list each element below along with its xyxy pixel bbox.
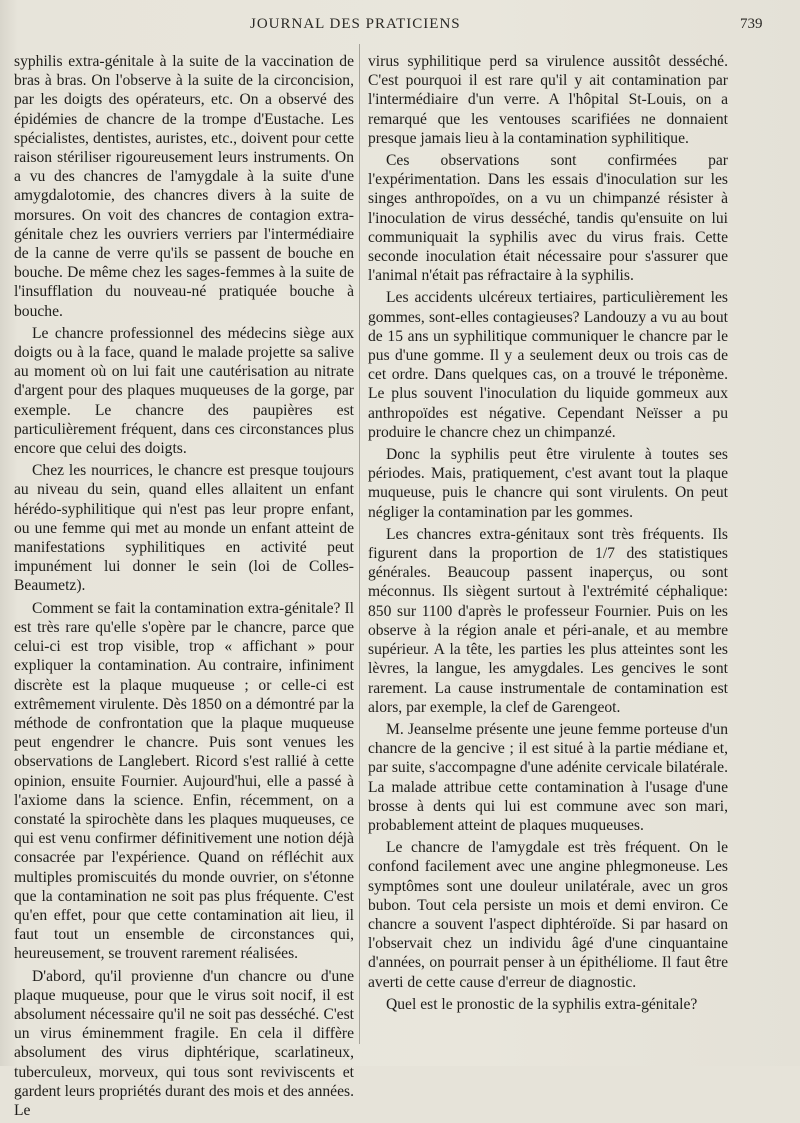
- paragraph: syphilis extra-génitale à la suite de la vaccination de bras à bras. On l'observe à la suite de la circoncision, par les doigts des opérateurs, etc. On a observé des épidémies de chancre de la trompe d'Eustache. Les spécialistes, dentistes, auristes, etc., doivent pour cette raison stériliser rigoureusement leurs instruments. On a vu des chancres de l'amygdale à la suite d'une amygdalotomie, des chancres divers à la suite de morsures. On voit des chancres de contagion extra-génitale chez les ouvriers verriers par l'intermédiaire de la canne de verre qu'ils se passent de bouche en bouche. De même chez les sages-femmes à la suite de l'insufflation du nouveau-né pratiquée bouche à bouche.: [14, 53, 354, 320]
- left-column: [14, 52, 354, 1123]
- paragraph: Comment se fait la contamination extra-génitale? Il est très rare qu'elle s'opère par le chancre, parce que celui-ci est trop visible, trop « affichant » pour expliquer la contamination. Au contraire, infiniment discrète est la plaque muqueuse ; or celle-ci est extrêmement virulente. Dès 1850 on a démontré par la méthode de confrontation que la plaque muqueuse peut engendrer le chancre. Puis sont venues les observations de Langlebert. Ricord s'est rallié à cette opinion, ensuite Fournier. Aujourd'hui, elle a passé à l'axiome dans la science. Enfin, récemment, on a constaté la spirochète dans les plaques muqueuses, ce qui est venu confirmer définitivement une notion déjà consacrée par l'expérience. Quand on réfléchit aux multiples promiscuités du monde ouvrier, on s'étonne que la contamination ne soit pas plus fréquente. C'est qu'en effet, pour que cette contamination ait lieu, il faut tout un ensemble de circonstances qui, heureusement, se trouvent rarement réalisées.: [14, 599, 354, 963]
- page-header: [0, 14, 800, 38]
- paragraph: M. Jeanselme présente une jeune femme porteuse d'un chancre de la gencive ; il est situé à la partie médiane et, par suite, s'accompagne d'une adénite cervicale bilatérale. La malade attribue cette contamination à l'usage d'une brosse à dents qui lui est commune avec son mari, probablement atteint de plaques muqueuses.: [368, 720, 728, 834]
- right-column: [368, 52, 728, 1017]
- paragraph: Donc la syphilis peut être virulente à toutes ses périodes. Mais, pratiquement, c'est avant tout la plaque muqueuse, puis le chancre qui sont virulents. On peut négliger la contamination par les gommes.: [368, 446, 728, 521]
- paragraph: Le chancre professionnel des médecins siège aux doigts ou à la face, quand le malade projette sa salive au moment où on lui fait une cautérisation au nitrate d'argent pour des plaques muqueuses de la gorge, par exemple. Le chancre des paupières est particulièrement fréquent, dans ces circonstances plus encore que celui des doigts.: [14, 324, 354, 458]
- paragraph: virus syphilitique perd sa virulence aussitôt desséché. C'est pourquoi il est rare qu'il y ait contamination par l'intermédiaire d'un verre. A l'hôpital St-Louis, on a remarqué que les ventouses scarifiées ne donnaient presque jamais lieu à la contamination syphilitique.: [368, 53, 728, 147]
- paragraph: Chez les nourrices, le chancre est presque toujours au niveau du sein, quand elles allaitent un enfant hérédo-syphilitique qui n'est pas leur propre enfant, ou une femme qui met au monde un enfant atteint de manifestations syphilitiques en activité peut impunément lui donner le sein (loi de Colles-Beaumetz).: [14, 462, 354, 595]
- page-number: 739: [740, 16, 763, 32]
- journal-title: JOURNAL DES PRATICIENS: [250, 16, 461, 32]
- paragraph: Ces observations sont confirmées par l'expérimentation. Dans les essais d'inoculation sur les singes anthropoïdes, on a vu un chimpanzé résister à l'inoculation de virus desséché, tandis qu'ensuite on lui communiquait la syphilis avec du virus frais. Cette seconde inoculation était nécessaire pour s'assurer que l'animal n'était pas réfractaire à la syphilis.: [368, 152, 728, 285]
- paragraph: Les accidents ulcéreux tertiaires, particulièrement les gommes, sont-elles contagieuses? Landouzy a vu au bout de 15 ans un syphilitique communiquer le chancre par le pus d'une gomme. Il y a seulement deux ou trois cas de cet ordre. Dans quelques cas, on a trouvé le tréponème. Le plus souvent l'inoculation du liquide gommeux aux anthropoïdes est négative. Cependant Neïsser a pu produire le chancre chez un chimpanzé.: [368, 289, 728, 441]
- paragraph: Le chancre de l'amygdale est très fréquent. On le confond facilement avec une angine phlegmoneuse. Les symptômes sont une douleur unilatérale, avec un gros bubon. Tout cela persiste un mois et demi environ. Ce chancre a souvent l'aspect diphtéroïde. Si par hasard on l'observait chez un individu âgé d'une cinquantaine d'années, on pourrait penser à un épithéliome. Il faut être averti de cette cause d'erreur de diagnostic.: [368, 839, 728, 991]
- paragraph: Les chancres extra-génitaux sont très fréquents. Ils figurent dans la proportion de 1/7 des statistiques générales. Beaucoup passent inaperçus, ou sont méconnus. Ils siègent surtout à l'extrémité céphalique: 850 sur 1100 d'après le professeur Fournier. Puis on les observe à la région anale et péri-anale, et au membre supérieur. A la tête, les parties les plus atteintes sont les lèvres, la langue, les amygdales. Les gencives le sont rarement. La cause instrumentale de contamination est alors, par exemple, la clef de Garengeot.: [368, 525, 728, 716]
- paragraph: Quel est le pronostic de la syphilis extra-génitale?: [386, 995, 698, 1013]
- paragraph: D'abord, qu'il provienne d'un chancre ou d'une plaque muqueuse, pour que le virus soit nocif, il est absolument nécessaire qu'il ne soit pas desséché. C'est un virus éminemment fragile. En cela il diffère absolument des virus diphtérique, scarlatineux, tuberculeux, morveux, qui tous sont reviviscents et gardent leurs propriétés durant des mois et des années. Le: [14, 967, 354, 1119]
- column-divider: [359, 44, 360, 1044]
